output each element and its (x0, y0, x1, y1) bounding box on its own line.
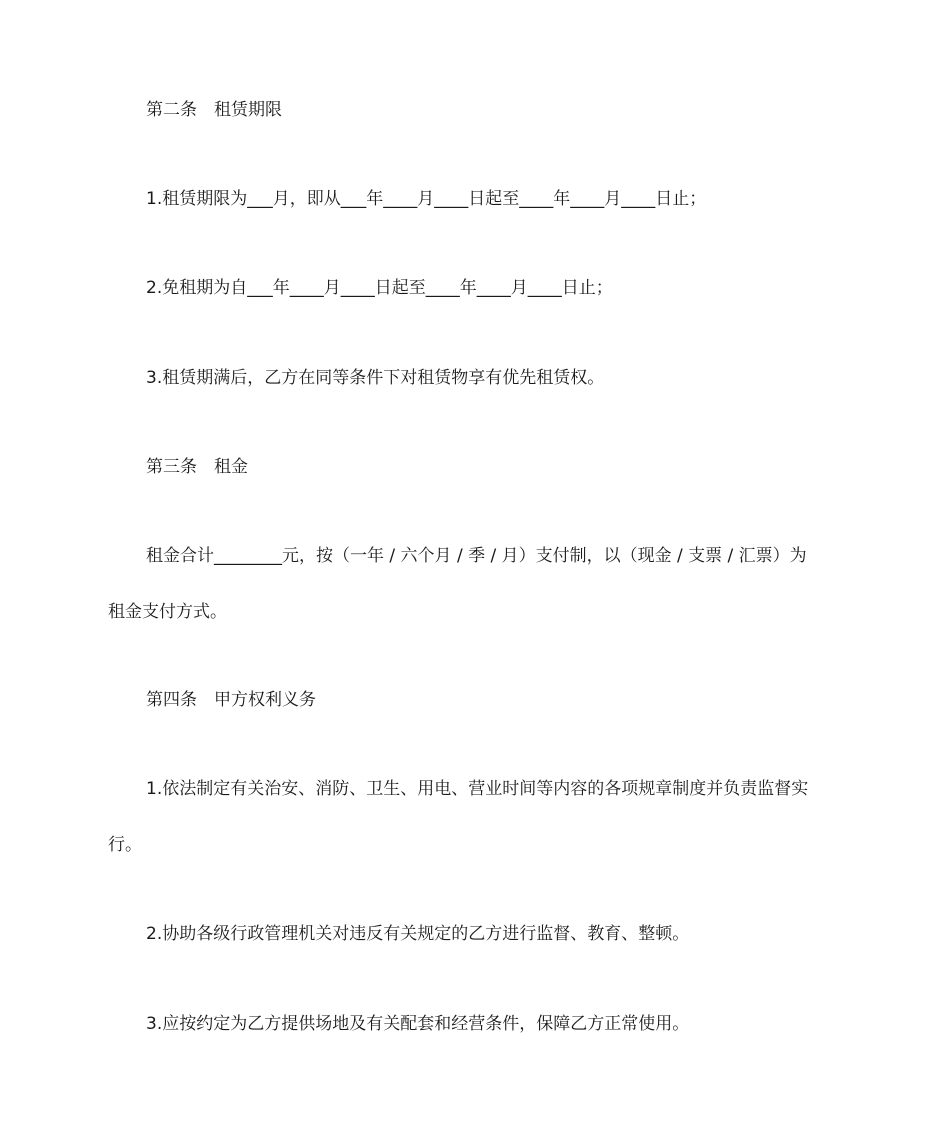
article-3-paragraph-line-2: 租金支付方式。 (108, 602, 227, 622)
article-4-item-1-line-1: 1.依法制定有关治安、消防、卫生、用电、营业时间等内容的各项规章制度并负责监督实 (146, 779, 809, 799)
article-3-paragraph-line-1: 租金合计________元，按（一年 / 六个月 / 季 / 月）支付制，以（现金 / 支票 / 汇票）为 (146, 546, 807, 566)
article-3-heading: 第三条 租金 (146, 457, 248, 477)
article-2-item-1: 1.租赁期限为___月，即从___年____月____日起至____年____月____日止； (146, 189, 707, 209)
article-2-heading: 第二条 租赁期限 (146, 100, 282, 120)
article-2-item-2: 2.免租期为自___年____月____日起至____年____月____日止； (146, 278, 613, 298)
article-4-item-1-line-2: 行。 (108, 835, 142, 855)
article-2-item-3: 3.租赁期满后，乙方在同等条件下对租赁物享有优先租赁权。 (146, 368, 605, 388)
article-4-heading: 第四条 甲方权利义务 (146, 690, 316, 710)
article-4-item-2: 2.协助各级行政管理机关对违反有关规定的乙方进行监督、教育、整顿。 (146, 924, 690, 944)
article-4-item-3: 3.应按约定为乙方提供场地及有关配套和经营条件，保障乙方正常使用。 (146, 1014, 690, 1034)
